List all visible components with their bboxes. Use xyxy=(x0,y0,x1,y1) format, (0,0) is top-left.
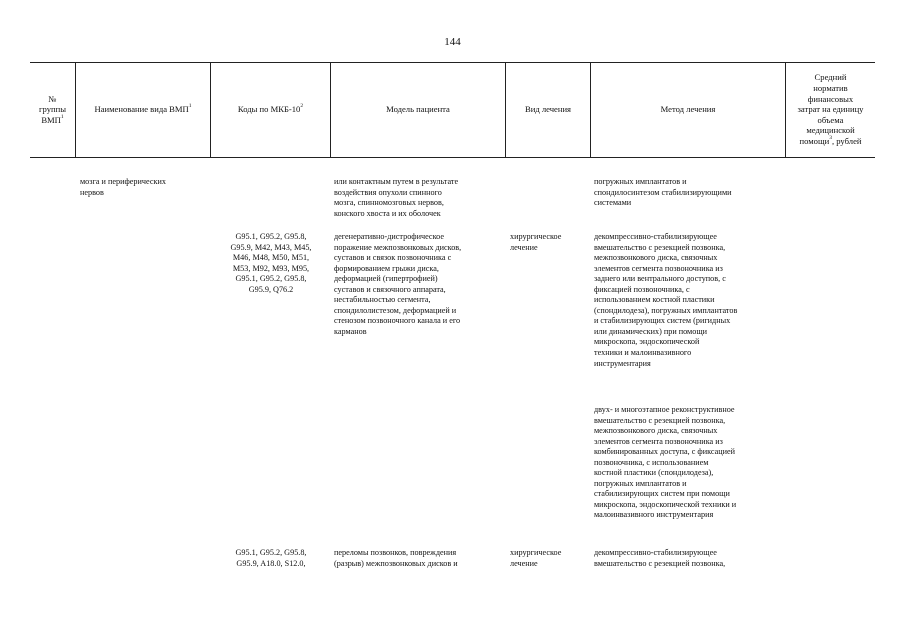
table-cell-treatment-method: погружных имплантатов и спондилосинтезом стабилизирующими системами xyxy=(594,177,732,208)
table-cell-patient-model: переломы позвонков, повреждения (разрыв) межпозвонковых дисков и xyxy=(334,548,458,568)
table-cell-treatment-type: хирургическое лечение xyxy=(510,232,562,252)
header-average-cost-unit: , рублей xyxy=(831,135,862,146)
header-group-number-text: № группы ВМП xyxy=(39,93,66,125)
header-treatment-type xyxy=(506,62,590,157)
table-cell-treatment-type: хирургическое лечение xyxy=(510,548,562,568)
header-average-cost xyxy=(786,62,875,157)
table-cell-icd-codes: G95.1, G95.2, G95.8, G95.9, A18.0, S12.0, xyxy=(235,548,307,568)
table-cell-vmp-name: мозга и периферических нервов xyxy=(80,177,166,197)
page-number: 144 xyxy=(444,36,461,48)
header-icd-codes-text: Коды по МКБ-10 xyxy=(237,104,301,115)
table-cell-treatment-method: декомпрессивно-стабилизирующее вмешательство с резекцией позвонка, xyxy=(594,548,726,568)
table-cell-treatment-method: декомпрессивно-стабилизирующее вмешательство с резекцией позвонка, межпозвонкового диска, связочных элементов сегмента позвоночника из заднего или вентрального доступов, с фиксацией позвоночника, с использованием костной пластики (спондилодеза), погружных имплантатов и стабилизирующих систем (ригидных или динамических) при помощи микроскопа, эндоскопической техники и малоинвазивного инструментария xyxy=(594,232,738,368)
footnote-marker: 1 xyxy=(60,113,64,120)
header-icd-codes xyxy=(211,62,330,157)
header-treatment-method xyxy=(591,62,785,157)
header-vmp-name xyxy=(76,62,210,157)
table-cell-patient-model: или контактным путем в результате воздействия опухоли спинного мозга, спинномозговых нервов, конского хвоста и их оболочек xyxy=(334,177,459,218)
footnote-marker: 3 xyxy=(829,134,832,141)
header-treatment-method-text: Метод лечения xyxy=(660,104,716,115)
table-cell-treatment-method: двух- и многоэтапное реконструктивное вмешательство с резекцией позвонка, межпозвонкового диска, связочных элементов сегмента позвоночника из комбинированных доступа, с фиксацией позвоночника, с использованием костной пластики (спондилодеза), погружных имплантатов и стабилизирующих систем при помощи микроскопа, эндоскопической техники и малоинвазивного инструментария xyxy=(594,405,737,520)
header-bottom-rule xyxy=(30,157,875,158)
header-group-number xyxy=(30,62,75,157)
header-vmp-name-text: Наименование вида ВМП xyxy=(94,104,189,115)
header-treatment-type-text: Вид лечения xyxy=(524,104,572,115)
footnote-marker: 1 xyxy=(188,103,192,110)
header-average-cost-text: Средний норматив финансовых затрат на единицу объема медицинской помощи xyxy=(797,72,864,146)
table-cell-icd-codes: G95.1, G95.2, G95.8, G95.9, M42, M43, M45, M46, M48, M50, M51, M53, M92, M93, M95, G95.1, G95.2, G95.8, G95.9, Q76.2 xyxy=(230,232,312,294)
header-patient-model-text: Модель пациента xyxy=(386,104,450,115)
header-patient-model xyxy=(331,62,505,157)
table-cell-patient-model: дегенеративно-дистрофическое поражение межпозвонковых дисков, суставов и связок позвоночника с формированием грыжи диска, деформацией (гипертрофией) суставов и связочного аппарата, нестабильностью сегмента, спондилолистезом, деформацией и стенозом позвоночного канала и его карманов xyxy=(334,232,462,336)
footnote-marker: 2 xyxy=(300,103,304,110)
